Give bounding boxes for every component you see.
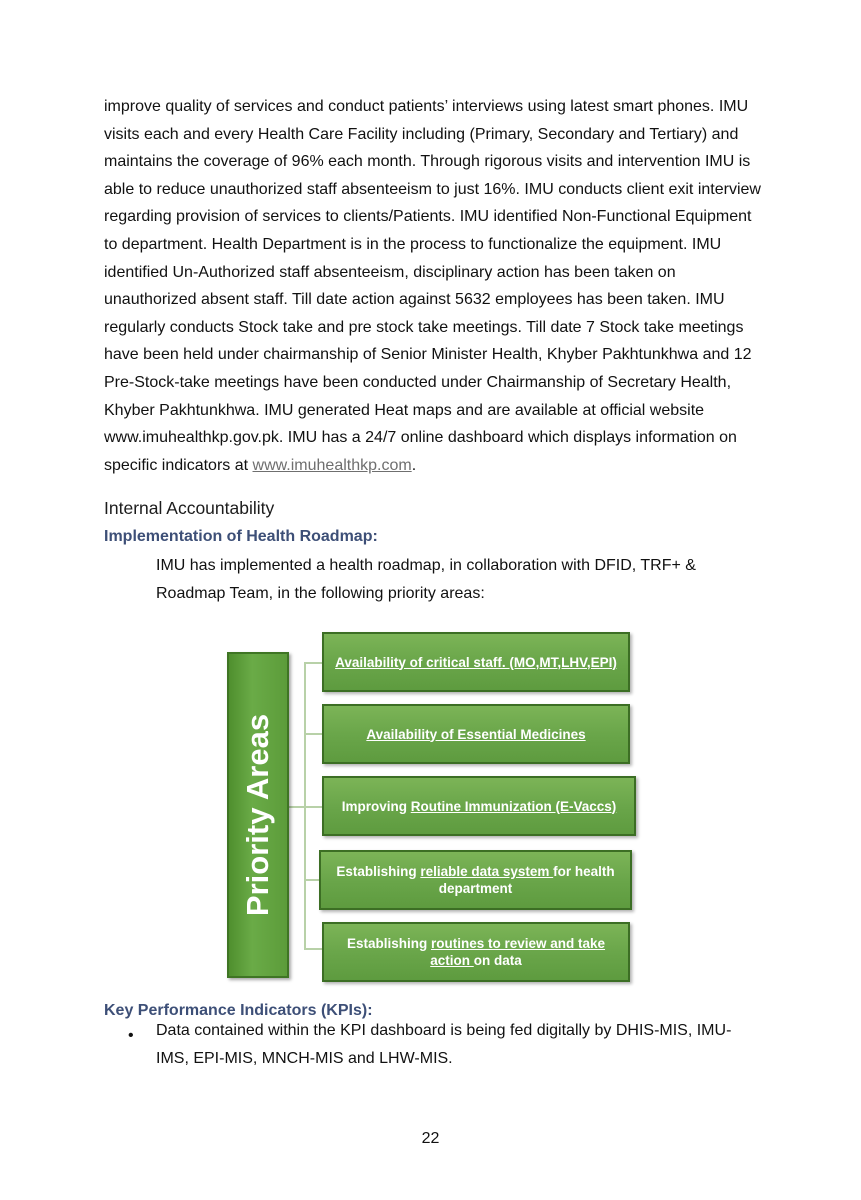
connector-3 — [304, 806, 322, 808]
item2-label: Availability of Essential Medicines — [366, 726, 586, 742]
item4-label: Establishing reliable data system for health department — [336, 864, 615, 896]
intro-text: improve quality of services and conduct patients’ interviews using latest smart phones. IMU visits each and every Health Care Facility including (Primary, Secondary and Tertiary) and maintains the coverage of 96% each month. Through rigorous visits and intervention IMU is able to reduce unauthorized staff absenteeism to just 16%. IMU conducts client exit interview regarding provision of services to clients/Patients. IMU identified Non-Functional Equipment to department. Health Department is in the process to functionalize the equipment. IMU identified Un-Authorized staff absenteeism, disciplinary action has been taken on unauthorized absent staff. Till date action against 5632 employees has been taken. IMU regularly conducts Stock take and pre stock take meetings. Till date 7 Stock take meetings have been held under chairmanship of Senior Minister Health, Khyber Pakhtunkhwa and 12 Pre-Stock-take meetings have been conducted under Chairmanship of Secretary Health, Khyber Pakhtunkhwa. IMU generated Heat maps and are available at official website www.imuhealthkp.gov.pk. IMU has a 24/7 online dashboard which displays information on specific indicators at — [104, 98, 761, 474]
item5-label: Establishing routines to review and take action on data — [346, 936, 606, 968]
connector-2 — [304, 733, 322, 735]
kpi-heading: Key Performance Indicators (KPIs): — [104, 1002, 373, 1019]
priority-item-essential-medicines — [322, 704, 630, 764]
page-number: 22 — [421, 1130, 440, 1147]
item3-label: Improving Routine Immunization (E-Vaccs) — [341, 798, 617, 814]
item1-label: Availability of critical staff. (MO,MT,LHV,EPI) — [335, 654, 617, 670]
kpi-bullet-text: Data contained within the KPI dashboard is being fed digitally by DHIS-MIS, IMU-IMS, EPI-MIS, MNCH-MIS and LHW-MIS. — [156, 1022, 732, 1067]
dashboard-link[interactable]: www.imuhealthkp.com — [252, 456, 412, 474]
priority-areas-label: Priority Areas — [240, 713, 275, 917]
connector-5 — [304, 948, 322, 950]
priority-item-critical-staff — [322, 632, 630, 692]
connector-main — [287, 806, 305, 808]
connector-1 — [304, 662, 322, 664]
priority-item-routine-immunization — [322, 776, 636, 836]
priority-areas-box — [227, 652, 289, 978]
priority-areas-diagram — [222, 626, 642, 986]
intro-end: . — [411, 456, 417, 474]
internal-accountability-heading: Internal Accountability — [104, 498, 275, 518]
priority-item-data-system — [319, 850, 632, 910]
bullet-marker: • — [128, 1027, 134, 1044]
roadmap-paragraph: IMU has implemented a health roadmap, in collaboration with DFID, TRF+ & Roadmap Team, in the following priority areas: — [156, 557, 696, 602]
roadmap-heading: Implementation of Health Roadmap: — [104, 528, 378, 545]
priority-item-review-routines — [322, 922, 630, 982]
connector-4 — [304, 879, 320, 881]
intro-paragraph — [104, 93, 764, 479]
